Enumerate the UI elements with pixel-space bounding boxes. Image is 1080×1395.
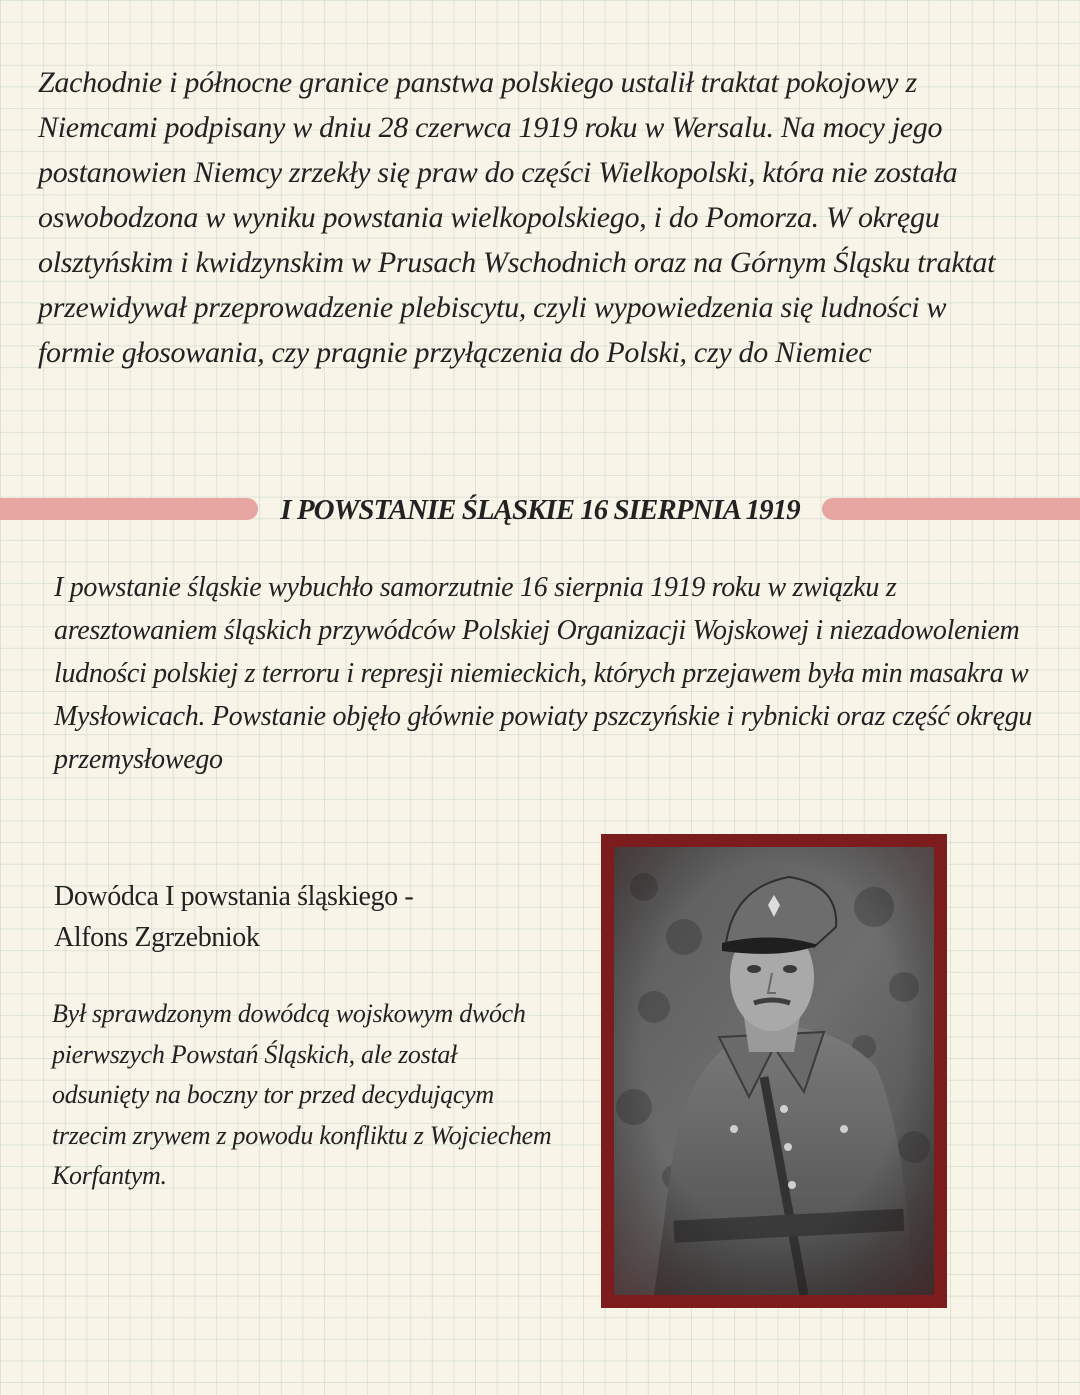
commander-caption [54, 876, 554, 958]
commander-bio: Był sprawdzonym dowódcą wojskowym dwóch pierwszych Powstań Śląskich, ale został odsunięty na boczny tor przed decydującym trzecim zrywem z powodu konfliktu z Wojciechem Korfantym. [52, 999, 552, 1190]
uprising-paragraph: I powstanie śląskie wybuchło samorzutnie 16 sierpnia 1919 roku w związku z aresztowaniem śląskich przywódców Polskiej Organizacji Wojskowej i niezadowoleniem ludności polskiej z terroru i represji niemieckich, których przejawem była min masakra w Mysłowicach. Powstanie objęło głównie powiaty pszczyńskie i rybnicki oraz część okręgu przemysłowego [54, 572, 1033, 775]
commander-photo-frame [601, 834, 947, 1308]
commander-portrait [614, 847, 934, 1295]
heading-bar-left [0, 498, 258, 520]
commander-caption-role: Dowódca I powstania śląskiego - [54, 881, 414, 912]
section-heading: I POWSTANIE ŚLĄSKIE 16 SIERPNIA 1919 [280, 494, 800, 526]
intro-paragraph: Zachodnie i północne granice panstwa polskiego ustalił traktat pokojowy z Niemcami podpisany w dniu 28 czerwca 1919 roku w Wersalu. Na mocy jego postanowien Niemcy zrzekły się praw do części Wielkopolski, która nie została oswobodzona w wyniku powstania wielkopolskiego, i do Pomorza. W okręgu olsztyńskim i kwidzynskim w Prusach Wschodnich oraz na Górnym Śląsku traktat przewidywał przeprowadzenie plebiscytu, czyli wypowiedzenia się ludności w formie głosowania, czy pragnie przyłączenia do Polski, czy do Niemiec [38, 66, 996, 369]
commander-caption-name: Alfons Zgrzebniok [54, 922, 260, 953]
section-heading-row [0, 488, 1080, 532]
heading-bar-right [822, 498, 1080, 520]
